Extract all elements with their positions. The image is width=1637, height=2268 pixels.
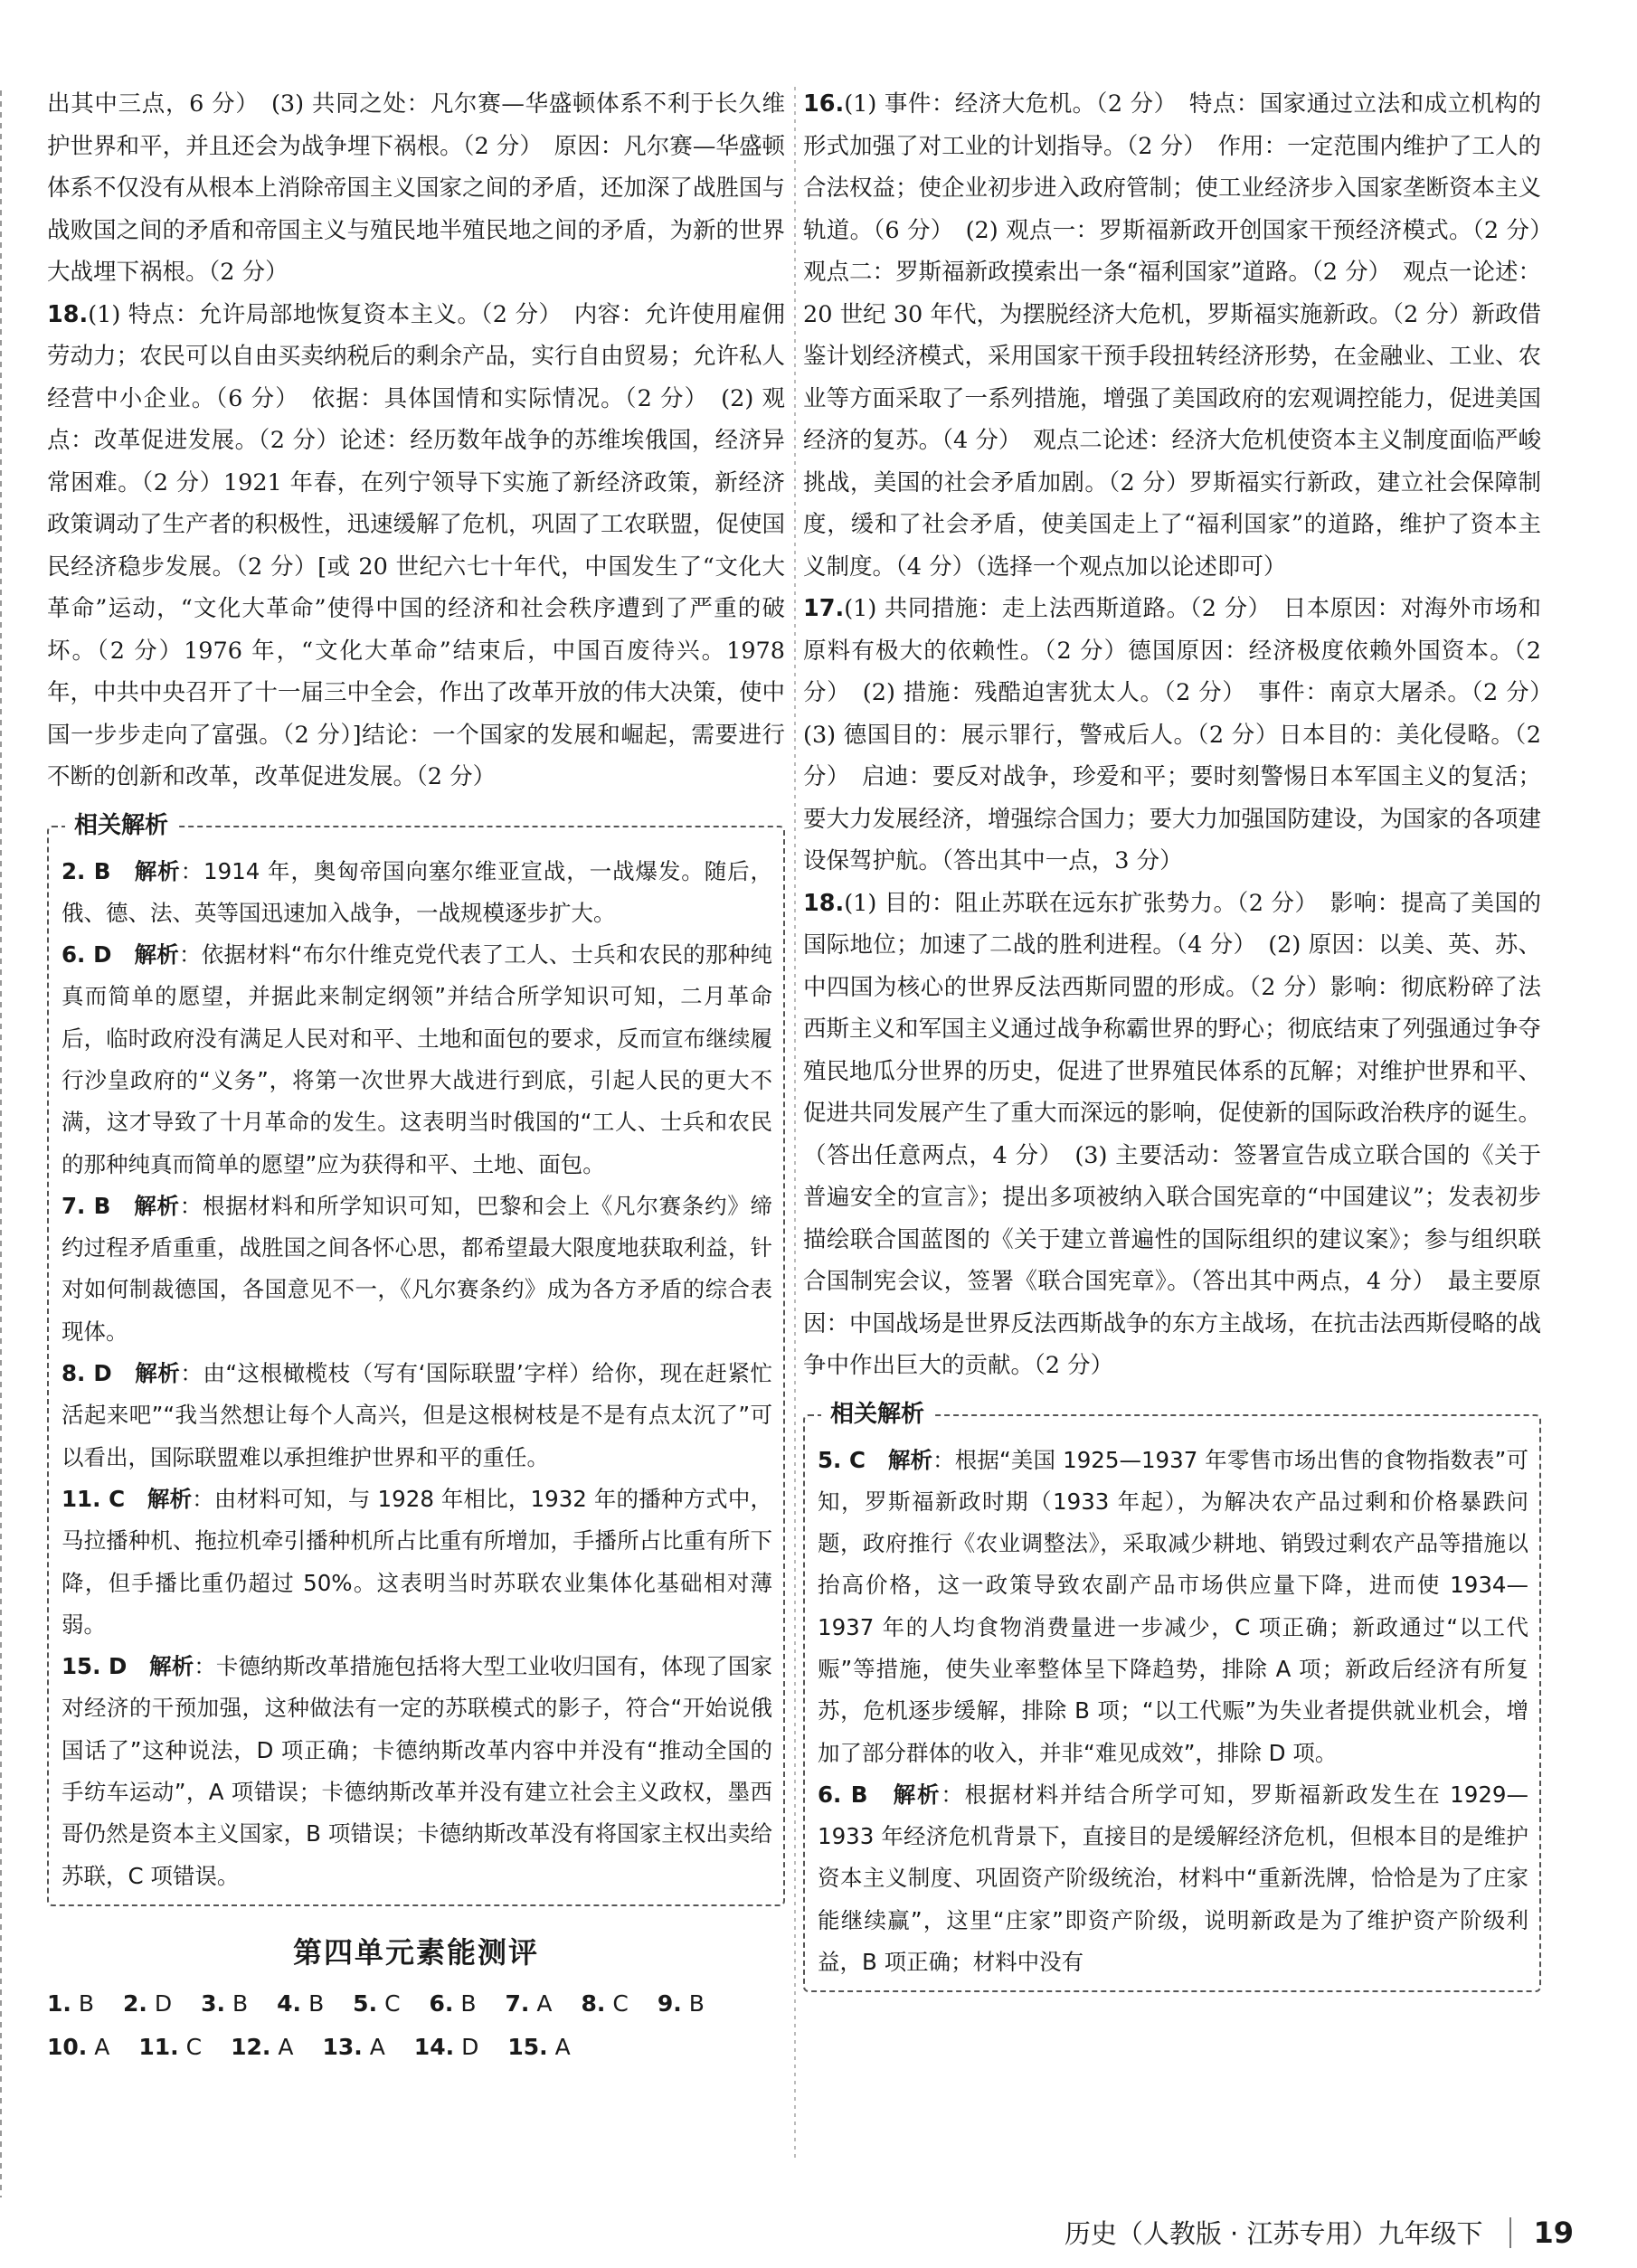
item-text: ：由材料可知，与 1928 年相比，1932 年的播种方式中，马拉播种机、拖拉机牵引播种机所占比重有所增加，手播所占比重有所下降，但手播比重仍超过 50%。这表明当时苏联农业集体化基础相对薄弱。 [62, 1485, 772, 1638]
item-label: 解析 [134, 1192, 180, 1219]
answer-number: 7. [505, 1989, 530, 2017]
answer-number: 8. [581, 1989, 606, 2017]
item-label: 解析 [147, 1485, 193, 1512]
answer-number: 10. [47, 2033, 88, 2060]
answer-number: 4. [277, 1989, 302, 2017]
item-text: ：卡德纳斯改革措施包括将大型工业收归国有，体现了国家对经济的干预加强，这种做法有一定的苏联模式的影子，符合“开始说俄国话了”这种说法，D 项正确；卡德纳斯改革内容中并没有“推动全国的手纺车运动”，A 项错误；卡德纳斯改革并没有建立社会主义政权，墨西哥仍然是资本主义国家，B 项错误；卡德纳斯改革没有将国家主权出卖给苏联，C 项错误。 [62, 1653, 773, 1889]
left-paragraph-continued: 出其中三点，6 分） (3) 共同之处：凡尔赛—华盛顿体系不利于长久维护世界和平，并且还会为战争埋下祸根。（2 分） 原因：凡尔赛—华盛顿体系不仅没有从根本上消除帝国主义国家之间的矛盾，还加深了战胜国与战败国之间的矛盾和帝国主义与殖民地半殖民地之间的矛盾，为新的世界大战埋下祸根。（2 分） [47, 90, 786, 286]
item-label: 解析 [134, 941, 179, 969]
answer-number: 6. [429, 1989, 454, 2017]
related-analysis-title: 相关解析 [821, 1400, 933, 1429]
question-18-answer [47, 294, 785, 799]
item-label: 解析 [134, 857, 181, 884]
answer-letter: A [94, 2033, 110, 2060]
answer-letter: B [688, 1989, 705, 2017]
left-column [47, 83, 785, 2069]
analysis-item [62, 1646, 772, 1897]
item-number: 11. C [62, 1485, 126, 1512]
answer-letter: C [185, 2033, 203, 2060]
answer-row-2 [47, 2026, 785, 2069]
answer-letter: B [78, 1989, 95, 2017]
item-number: 5. C [818, 1446, 866, 1473]
item-text: ：根据“美国 1925—1937 年零售市场出售的食物指数表”可知，罗斯福新政时期（1933 年起），为解决农产品过剩和价格暴跌问题，政府推行《农业调整法》，采取减少耕地、销毁过剩农产品等措施以抬高价格，这一政策导致农副产品市场供应量下降，进而使 1934—1937 年的人均食物消费量进一步减少，C 项正确；新政通过“以工代赈”等措施，使失业率整体呈下降趋势，排除 A 项；新政后经济有所复苏，危机逐步缓解，排除 B 项；“以工代赈”为失业者提供就业机会，增加了部分群体的收入，并非“难见成效”，排除 D 项。 [818, 1446, 1528, 1766]
answer-letter: C [384, 1989, 401, 2017]
answer-letter: B [232, 1989, 249, 2017]
item-number: 8. D [62, 1360, 112, 1387]
answer-number: 15. [507, 2033, 548, 2060]
answer-letter: A [536, 1989, 553, 2017]
answer-row-1 [47, 1982, 785, 2026]
answer-letter: D [154, 1989, 173, 2017]
page-number: 19 [1533, 2215, 1574, 2250]
item-number: 2. B [62, 857, 111, 884]
answer-letter: A [369, 2033, 385, 2060]
analysis-item [62, 1186, 772, 1353]
answer-letter: D [461, 2033, 479, 2060]
subject-label: 历史（人教版 · 江苏专用）九年级下 [1064, 2218, 1483, 2249]
answer-letter: B [460, 1989, 477, 2017]
question-17-text: (1) 共同措施：走上法西斯道路。（2 分） 日本原因：对海外市场和原料有极大的依赖性。（2 分）德国原因：经济极度依赖外国资本。（2 分） (2) 措施：残酷迫害犹太人。（2 分） 事件：南京大屠杀。（2 分） (3) 德国目的：展示罪行，警戒后人。（2 分）日本目的：美化侵略。（2 分） 启迪：要反对战争，珍爱和平；要时刻警惕日本军国主义的复活；要大力发展经济，增强综合国力；要大力加强国防建设，为国家的各项建设保驾护航。（答出其中一点，3 分） [803, 595, 1565, 874]
answer-key [47, 1982, 785, 2069]
question-number: 18. [47, 300, 89, 328]
answer-letter: A [278, 2033, 294, 2060]
question-number: 17. [803, 595, 845, 622]
question-number: 18. [803, 889, 845, 917]
analysis-item [818, 1440, 1528, 1774]
related-analysis-box-left [47, 811, 785, 1906]
column-divider [794, 87, 796, 2158]
question-18-answer-right [803, 883, 1541, 1387]
related-analysis-title: 相关解析 [65, 811, 177, 840]
answer-number: 3. [201, 1989, 226, 2017]
answer-number: 2. [123, 1989, 147, 2017]
item-label: 解析 [893, 1781, 942, 1808]
item-number: 6. D [62, 941, 112, 969]
answer-number: 12. [231, 2033, 271, 2060]
answer-letter: B [308, 1989, 325, 2017]
analysis-item [62, 1353, 772, 1479]
item-number: 7. B [62, 1192, 111, 1219]
answer-number: 11. [138, 2033, 179, 2060]
item-number: 15. D [62, 1653, 128, 1680]
analysis-item [62, 934, 772, 1186]
analysis-item [818, 1774, 1528, 1983]
answer-number: 13. [322, 2033, 363, 2060]
item-label: 解析 [135, 1360, 181, 1387]
item-label: 解析 [887, 1446, 933, 1473]
item-number: 6. B [818, 1781, 868, 1808]
item-label: 解析 [149, 1653, 194, 1680]
question-number: 16. [803, 90, 845, 118]
left-margin-dotted-line [0, 90, 2, 2197]
item-text: ：根据材料和所学知识可知，巴黎和会上《凡尔赛条约》缔约过程矛盾重重，战胜国之间各怀心思，都希望最大限度地获取利益，针对如何制裁德国，各国意见不一，《凡尔赛条约》成为各方矛盾的综合表现体。 [62, 1192, 773, 1345]
answer-letter: C [612, 1989, 629, 2017]
question-18-text: (1) 目的：阻止苏联在远东扩张势力。（2 分） 影响：提高了美国的国际地位；加速了二战的胜利进程。（4 分） (2) 原因：以美、英、苏、中四国为核心的世界反法西斯同盟的形成。（2 分）影响：彻底粉碎了法西斯主义和军国主义通过战争称霸世界的野心；彻底结束了列强通过争夺殖民地瓜分世界的历史，促进了世界殖民体系的瓦解；对维护世界和平、促进共同发展产生了重大而深远的影响，促使新的国际政治秩序的诞生。（答出任意两点，4 分） (3) 主要活动：签署宣告成立联合国的《关于普遍安全的宣言》；提出多项被纳入联合国宪章的“中国建议”；发表初步描绘联合国蓝图的《关于建立普遍性的国际组织的建议案》；参与组织联合国制宪会议，签署《联合国宪章》。（答出其中两点，4 分） 最主要原因：中国战场是世界反法西斯战争的东方主战场，在抗击法西斯侵略的战争中作出巨大的贡献。（2 分） [803, 889, 1542, 1379]
unit-title: 第四单元素能测评 [292, 1934, 539, 1970]
question-16-answer [803, 83, 1565, 588]
question-17-answer [803, 588, 1565, 883]
right-column [803, 83, 1565, 1992]
related-analysis-box-right [803, 1400, 1541, 1993]
answer-number: 9. [657, 1989, 682, 2017]
analysis-item [62, 851, 772, 935]
page-footer [1065, 2214, 1574, 2251]
analysis-item [62, 1479, 772, 1646]
item-text: ：由“这根橄榄枝（写有‘国际联盟’字样）给你，现在赶紧忙活起来吧”“我当然想让每个人高兴，但是这根树枝是不是有点太沉了”可以看出，国际联盟难以承担维护世界和平的重任。 [62, 1360, 772, 1470]
answer-number: 14. [413, 2033, 455, 2060]
item-text: ：1914 年，奥匈帝国向塞尔维亚宣战，一战爆发。随后，俄、德、法、英等国迅速加入战争，一战规模逐步扩大。 [62, 857, 773, 926]
footer-separator [1509, 2217, 1511, 2248]
question-18-text: (1) 特点：允许局部地恢复资本主义。（2 分） 内容：允许使用雇佣劳动力；农民可以自由买卖纳税后的剩余产品，实行自由贸易；允许私人经营中小企业。（6 分） 依据：具体国情和实际情况。（2 分） (2) 观点：改革促进发展。（2 分）论述：经历数年战争的苏维埃俄国，经济异常困难。（2 分）1921 年春，在列宁领导下实施了新经济政策，新经济政策调动了生产者的积极性，迅速缓解了危机，巩固了工农联盟，促使国民经济稳步发展。（2 分）[或 20 世纪六七十年代，中国发生了“文化大革命”运动，“文化大革命”使得中国的经济和社会秩序遭到了严重的破坏。（2 分）1976 年，“文化大革命”结束后，中国百废待兴。1978 年，中共中央召开了十一届三中全会，作出了改革开放的伟大决策，使中国一步步走向了富强。（2 分）]结论：一个国家的发展和崛起，需要进行不断的创新和改革，改革促进发展。（2 分） [47, 300, 786, 790]
answer-number: 5. [353, 1989, 378, 2017]
item-text: ：根据材料并结合所学可知，罗斯福新政发生在 1929—1933 年经济危机背景下，直接目的是缓解经济危机，但根本目的是维护资本主义制度、巩固资产阶级统治，材料中“重新洗牌，恰恰是为了庄家能继续赢”，这里“庄家”即资产阶级，说明新政是为了维护资产阶级利益，B 项正确；材料中没有 [818, 1781, 1529, 1976]
answer-number: 1. [47, 1989, 71, 2017]
item-text: ：依据材料“布尔什维克党代表了工人、士兵和农民的那种纯真而简单的愿望，并据此来制定纲领”并结合所学知识可知，二月革命后，临时政府没有满足人民对和平、土地和面包的要求，反而宣布继续履行沙皇政府的“义务”，将第一次世界大战进行到底，引起人民的更大不满，这才导致了十月革命的发生。这表明当时俄国的“工人、士兵和农民的那种纯真而简单的愿望”应为获得和平、土地、面包。 [62, 941, 773, 1177]
question-16-text: (1) 事件：经济大危机。（2 分） 特点：国家通过立法和成立机构的形式加强了对工业的计划指导。（2 分） 作用：一定范围内维护了工人的合法权益；使企业初步进入政府管制；使工业经济步入国家垄断资本主义轨道。（6 分） (2) 观点一：罗斯福新政开创国家干预经济模式。（2 分） 观点二：罗斯福新政摸索出一条“福利国家”道路。（2 分） 观点一论述：20 世纪 30 年代，为摆脱经济大危机，罗斯福实施新政。（2 分）新政借鉴计划经济模式，采用国家干预手段扭转经济形势，在金融业、工业、农业等方面采取了一系列措施，增强了美国政府的宏观调控能力，促进美国经济的复苏。（4 分） 观点二论述：经济大危机使资本主义制度面临严峻挑战，美国的社会矛盾加剧。（2 分）罗斯福实行新政，建立社会保障制度，缓和了社会矛盾，使美国走上了“福利国家”的道路，维护了资本主义制度。（4 分）（选择一个观点加以论述即可） [803, 90, 1565, 581]
answer-letter: A [554, 2033, 571, 2060]
